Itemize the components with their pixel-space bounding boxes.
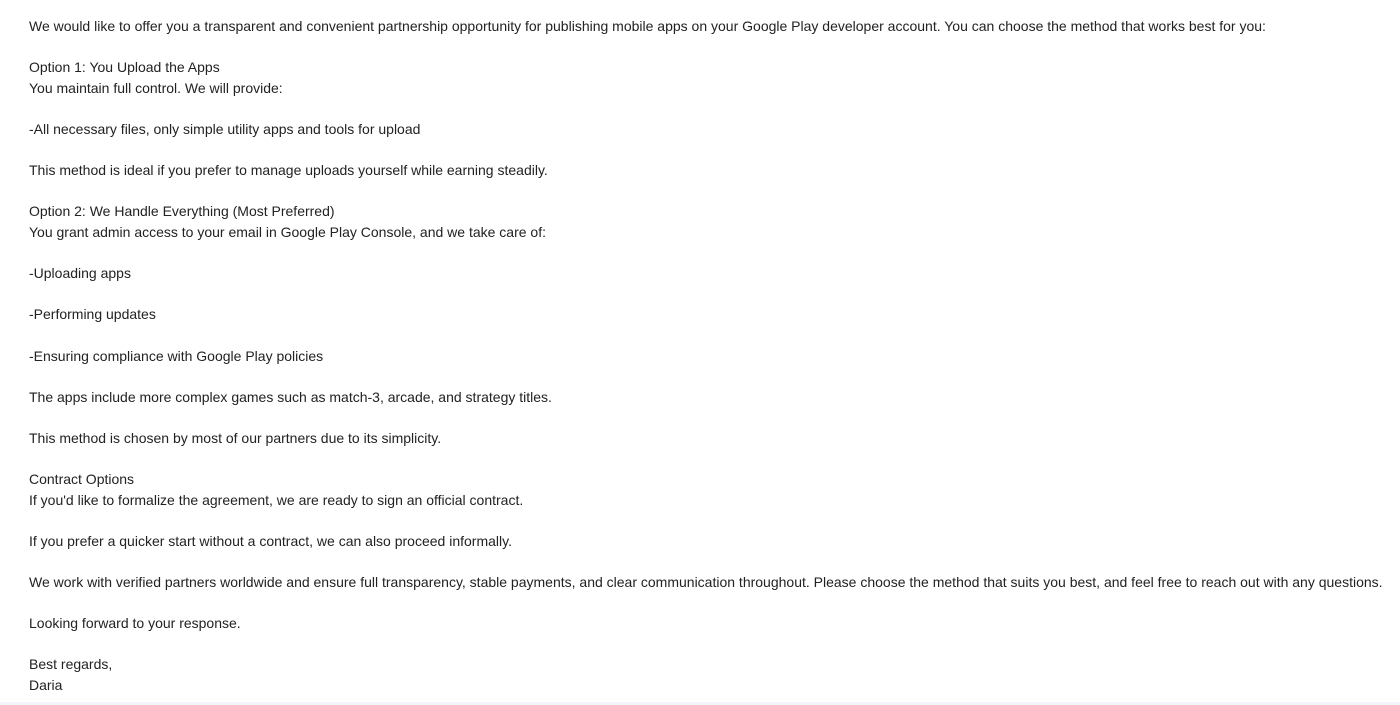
option2-apps-note: The apps include more complex games such as match-3, arcade, and strategy titles.	[29, 388, 552, 405]
sign-off: Best regards,	[29, 656, 113, 673]
spacer	[29, 243, 1389, 264]
spacer	[29, 593, 1389, 614]
spacer	[29, 634, 1389, 655]
spacer	[29, 98, 1389, 119]
spacer	[29, 407, 1389, 428]
spacer	[29, 551, 1389, 572]
contract-heading: Contract Options	[29, 471, 135, 488]
looking-forward-line: Looking forward to your response.	[29, 615, 241, 632]
signature-name: Daria	[29, 677, 63, 693]
spacer	[29, 284, 1389, 305]
spacer	[29, 325, 1389, 346]
closing-paragraph: We work with verified partners worldwide and ensure full transparency, stable payments, and clear communication throughout. Please choose the method that suits you best, and feel free to reach out with any questions.	[29, 574, 1383, 591]
spacer	[29, 448, 1389, 469]
spacer	[29, 181, 1389, 202]
option2-list-item: -Uploading apps	[29, 265, 131, 282]
email-message-body	[29, 16, 1389, 696]
option2-description: You grant admin access to your email in Google Play Console, and we take care of:	[29, 223, 546, 240]
contract-formal-line: If you'd like to formalize the agreement, we are ready to sign an official contract.	[29, 491, 524, 508]
option2-list-item: -Performing updates	[29, 306, 156, 323]
option2-list-item: -Ensuring compliance with Google Play policies	[29, 347, 324, 364]
spacer	[29, 366, 1389, 387]
option1-list-item: -All necessary files, only simple utility apps and tools for upload	[29, 120, 421, 137]
option2-heading: Option 2: We Handle Everything (Most Preferred)	[29, 203, 335, 220]
option1-description: You maintain full control. We will provide:	[29, 79, 283, 96]
spacer	[29, 140, 1389, 161]
spacer	[29, 37, 1389, 58]
contract-informal-line: If you prefer a quicker start without a contract, we can also proceed informally.	[29, 532, 512, 549]
spacer	[29, 510, 1389, 531]
option1-heading: Option 1: You Upload the Apps	[29, 59, 220, 76]
option2-popularity-note: This method is chosen by most of our partners due to its simplicity.	[29, 429, 442, 446]
option1-note: This method is ideal if you prefer to manage uploads yourself while earning steadily.	[29, 162, 548, 179]
intro-paragraph: We would like to offer you a transparent and convenient partnership opportunity for publishing mobile apps on your Google Play developer account. You can choose the method that works best for you:	[29, 18, 1266, 34]
